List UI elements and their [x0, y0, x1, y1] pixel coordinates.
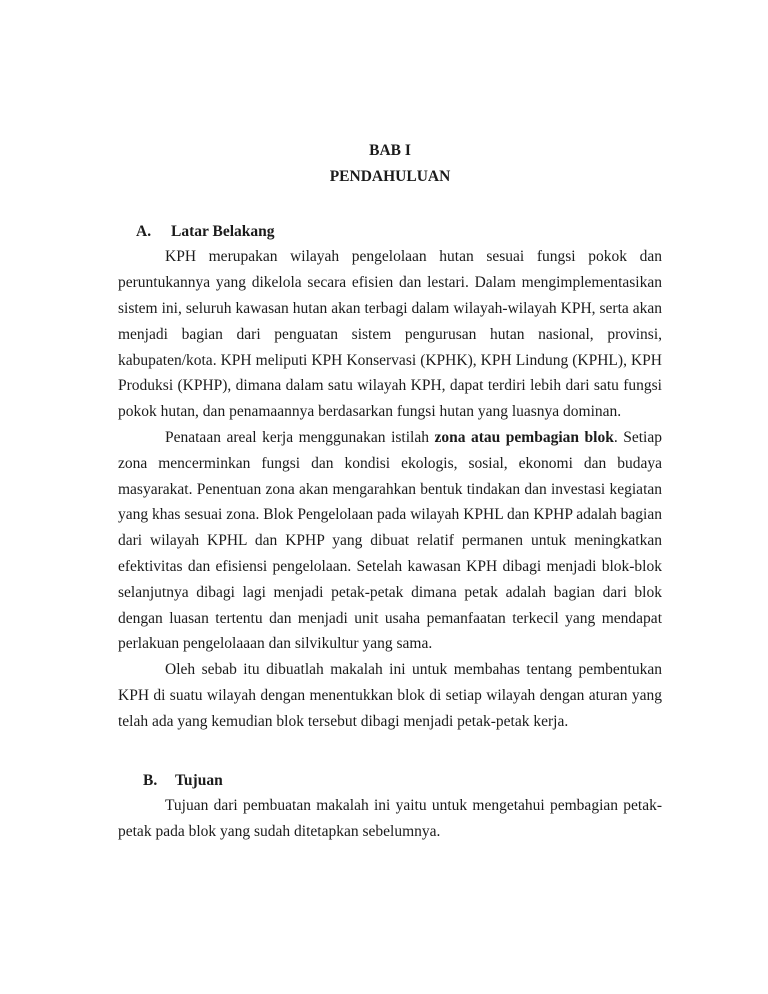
document-content — [118, 0, 662, 845]
section-a-title: Latar Belakang — [171, 222, 275, 240]
paragraph-latar-belakang-2 — [118, 425, 662, 657]
paragraph-latar-belakang-3: Oleh sebab itu dibuatlah makalah ini untuk membahas tentang pembentukan KPH di suatu wilayah dengan menentukkan blok di setiap wilayah dengan aturan yang telah ada yang kemudian blok tersebut dibagi menjadi petak-petak kerja. — [118, 661, 662, 730]
section-b-marker: B. — [143, 771, 158, 789]
paragraph-latar-belakang-1: KPH merupakan wilayah pengelolaan hutan sesuai fungsi pokok dan peruntukannya yang dikelola secara efisien dan lestari. Dalam mengimplementasikan sistem ini, seluruh kawasan hutan akan terbagi dalam wilayah-wilayah KPH, serta akan menjadi bagian dari penguatan sistem pengurusan hutan nasional, provinsi, kabupaten/kota. KPH meliputi KPH Konservasi (KPHK), KPH Lindung (KPHL), KPH Produksi (KPHP), dimana dalam satu wilayah KPH, dapat terdiri lebih dari satu fungsi pokok hutan, dan penamaannya berdasarkan fungsi hutan yang luasnya dominan. — [118, 248, 662, 421]
section-a-marker: A. — [136, 222, 152, 240]
section-b-heading — [118, 768, 662, 794]
chapter-subtitle: PENDAHULUAN — [329, 167, 451, 185]
section-a-heading — [118, 219, 662, 245]
chapter-title: BAB I — [369, 142, 411, 159]
paragraph-text-suffix: . Setiap zona mencerminkan fungsi dan kondisi ekologis, sosial, ekonomi dan budaya masyarakat. Penentuan zona akan mengarahkan bentuk tindakan dan investasi kegiatan yang khas sesuai zona. Blok Pengelolaan pada wilayah KPHL dan KPHP adalah bagian dari wilayah KPHL dan KPHP yang dibuat relatif permanen untuk meningkatkan efektivitas dan efisiensi pengelolaan. Setelah kawasan KPH dibagi menjadi blok-blok selanjutnya dibagi lagi menjadi petak-petak dimana petak adalah bagian dari blok dengan luasan tertentu dan menjadi unit usaha pemanfaatan terkecil yang mendapat perlakuan pengelolaaan dan silvikultur yang sama. — [118, 428, 662, 653]
paragraph-text-prefix: Penataan areal kerja menggunakan istilah — [165, 428, 435, 446]
paragraph-tujuan-1: Tujuan dari pembuatan makalah ini yaitu untuk mengetahui pembagian petak-petak pada blok yang sudah ditetapkan sebelumnya. — [118, 797, 662, 841]
section-b-title: Tujuan — [175, 771, 223, 789]
paragraph-bold-phrase: zona atau pembagian blok — [434, 428, 614, 446]
